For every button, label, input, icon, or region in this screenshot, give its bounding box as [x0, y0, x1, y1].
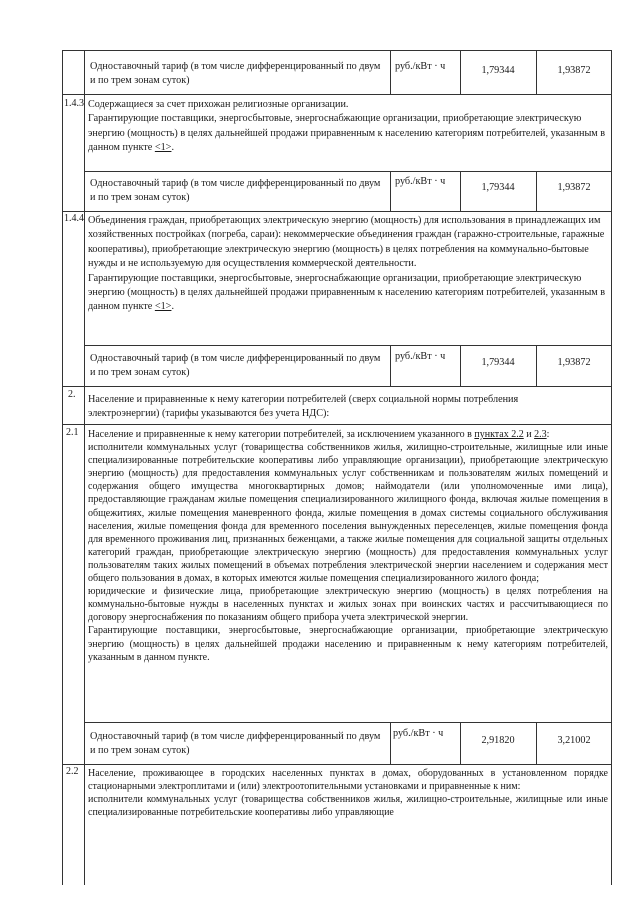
table-border-right: [611, 50, 612, 885]
row-number: 1.4.4: [64, 213, 84, 224]
tariff-value-1: 1,79344: [481, 65, 515, 76]
link-punkt-2-2[interactable]: пунктах 2.2: [474, 429, 524, 440]
row-text-p1: Содержащиеся за счет прихожан религиозные организации.: [88, 99, 349, 110]
row-number: 2.: [68, 389, 76, 400]
tariff-value-2: 1,93872: [557, 182, 591, 193]
row-text-p1: исполнители коммунальных услуг (товарищества собственников жилья, жилищно-строительные, жилищные или иные специализированные потребительские кооперативы либо управляющие организации), приобретающие электрическую энергию (мощность) для предоставления коммунальных услуг собственникам и пользователям жилых помещений и содержания общего имущества многоквартирных домов; наймодатели (или уполномоченные ими лица), предоставляющие гражданам жилые помещения специализированного жилищного фонда, включая жилые помещения в общежитиях, жилые помещения маневренного фонда, жилые помещения в домах системы социального обслуживания населения, жилые помещения фонда для временного поселения вынужденных переселенцев, жилые помещения фонда для временного проживания лиц, признанных беженцами, а также жилые помещения для социальной защиты отдельных категорий граждан, приобретающие электрическую энергию (мощность) для предоставления коммунальных услуг пользователям таких жилых помещений в объемах потребления электрической энергии населением и содержания мест общего пользования в домах, в которых имеются жилые помещения специализированного жилого фонда;: [88, 442, 608, 585]
row-number: 2.1: [66, 427, 79, 438]
tariff-unit: руб./кВт · ч: [395, 61, 446, 72]
row-text-intro: Население и приравненные к нему категории потребителей, за исключением указанного в пунктах 2.2 и 2.3:: [88, 429, 550, 440]
row-text-p2: исполнители коммунальных услуг (товарищества собственников жилья, жилищно-строительные, жилищные или иные специализированные потребительские кооперативы либо управляющие: [88, 794, 608, 819]
tariff-unit: руб./кВт · ч: [395, 351, 446, 362]
footnote-link[interactable]: <1>: [154, 301, 172, 313]
table-border-num: [84, 50, 85, 885]
row-text-p2: юридические и физические лица, приобретающие электрическую энергию (мощность) в целях потребления на коммунально-бытовые нужды в населенных пунктах и жилых зонах при воинских частях и рассчитывающиеся по договору энергоснабжения по показаниям общего прибора учета электрической энергии.: [88, 586, 608, 624]
row-text-p1: Объединения граждан, приобретающих электрическую энергию (мощность) для использования в принадлежащих им хозяйственных постройках (погреба, сараи): некоммерческие объединения граждан (гаражно-строительные, гаражные кооперативы), приобретающие электрическую энергию (мощность) в целях потребления на коммунально-бытовые нужды и не используемую для осуществления коммерческой деятельности.: [88, 215, 605, 270]
tariff-value-1: 2,91820: [481, 735, 515, 746]
tariff-value-1: 1,79344: [481, 357, 515, 368]
row-text-p2: Гарантирующие поставщики, энергосбытовые, энергоснабжающие организации, приобретающие электрическую энергию (мощность) в целях дальнейшей продажи приравненным к населению категориям потребителей, указанным в данном пункте <1>.: [88, 113, 606, 154]
row-number: 2.2: [66, 766, 79, 777]
tariff-unit: руб./кВт · ч: [393, 728, 444, 739]
row-text-2: Население и приравненные к нему категории потребителей (сверх социальной нормы потребления электроэнергии) (тарифы указываются без учета НДС):: [88, 394, 519, 420]
tariff-value-1: 1,79344: [481, 182, 515, 193]
row-text-p1: Население, проживающее в городских населенных пунктах в домах, оборудованных в установленном порядке стационарными электроплитами и (или) электроотопительными установками и приравненные к ним:: [88, 768, 608, 793]
tariff-name: Одноставочный тариф (в том числе дифференцированный по двум и по трем зонам суток): [90, 178, 381, 203]
row-text-1-4-3: [88, 98, 608, 156]
tariff-value-2: 1,93872: [557, 357, 591, 368]
footnote-link[interactable]: <1>: [154, 142, 172, 154]
row-text-p2: Гарантирующие поставщики, энергосбытовые, энергоснабжающие организации, приобретающие электрическую энергию (мощность) в целях дальнейшей продажи приравненным к населению категориям потребителей, указанным в данном пункте <1>.: [88, 272, 606, 313]
row-text-2-1: [88, 428, 608, 664]
row-text-p3: Гарантирующие поставщики, энергосбытовые, энергоснабжающие организации, приобретающие электрическую энергию (мощность) в целях дальнейшей продажи населению и приравненным к нему категориям потребителей, указанным в данном пункте.: [88, 625, 608, 663]
link-punkt-2-3[interactable]: 2.3: [534, 429, 547, 440]
row-text-1-4-4: [88, 214, 608, 315]
tariff-value-2: 1,93872: [557, 65, 591, 76]
tariff-value-2: 3,21002: [557, 735, 591, 746]
row-number: 1.4.3: [64, 98, 84, 109]
tariff-name: Одноставочный тариф (в том числе дифференцированный по двум и по трем зонам суток): [90, 353, 381, 378]
table-border-left: [62, 50, 63, 885]
row-text-2-2: [88, 767, 608, 835]
tariff-name: Одноставочный тариф (в том числе дифференцированный по двум и по трем зонам суток): [90, 731, 381, 756]
tariff-name: Одноставочный тариф (в том числе дифференцированный по двум и по трем зонам суток): [90, 61, 381, 86]
tariff-unit: руб./кВт · ч: [395, 176, 446, 187]
